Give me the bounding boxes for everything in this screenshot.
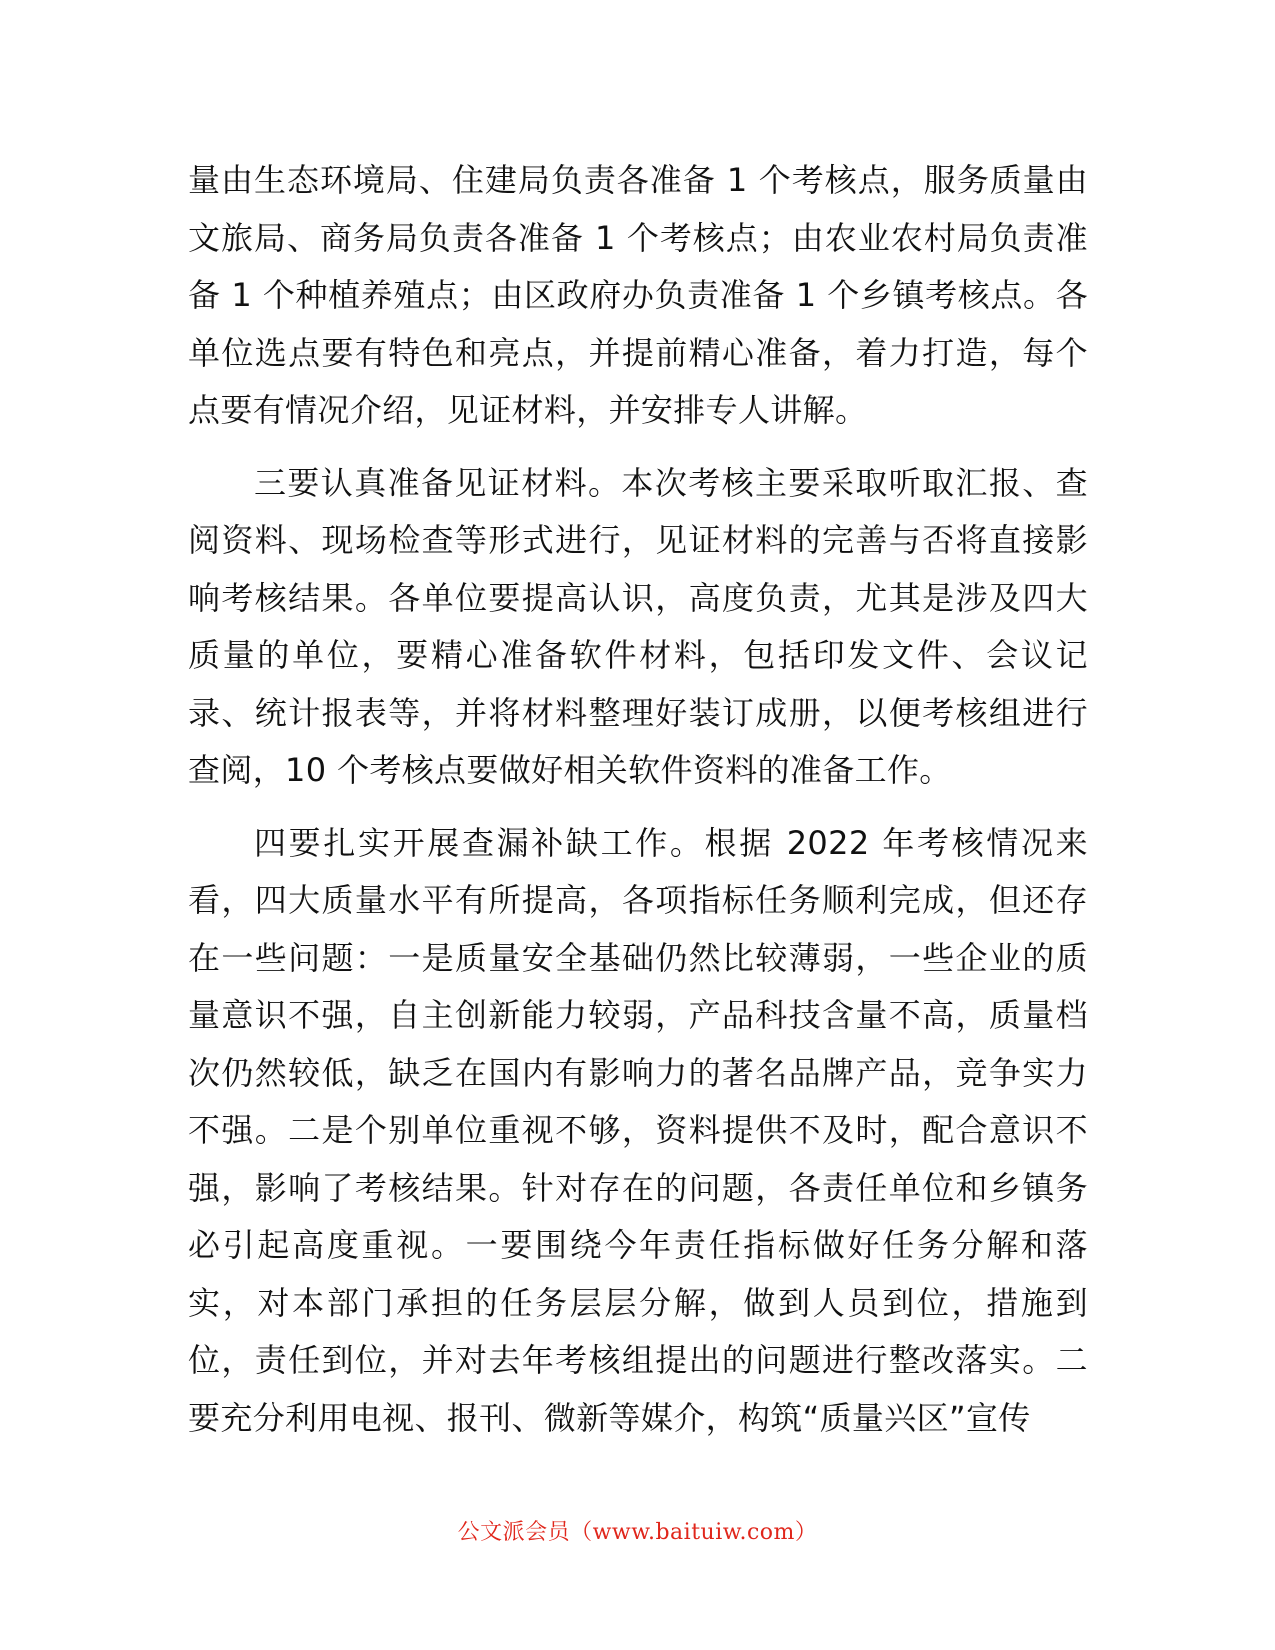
paragraph-1: 量由生态环境局、住建局负责各准备 1 个考核点，服务质量由文旅局、商务局负责各准备 1 个考核点；由农业农村局负责准备 1 个种植养殖点；由区政府办负责准备 1 个乡镇考核点。各单位选点要有特色和亮点，并提前精心准备，着力打造，每个点要有情况介绍，见证材料，并安排专人讲解。 xyxy=(188,161,1088,429)
paragraph-2: 三要认真准备见证材料。本次考核主要采取听取汇报、查阅资料、现场检查等形式进行，见证材料的完善与否将直接影响考核结果。各单位要提高认识，高度负责，尤其是涉及四大质量的单位，要精心准备软件材料，包括印发文件、会议记录、统计报表等，并将材料整理好装订成册，以便考核组进行查阅，10 个考核点要做好相关软件资料的准备工作。 xyxy=(188,463,1088,789)
document-body xyxy=(188,152,1088,1462)
paragraph-3: 四要扎实开展查漏补缺工作。根据 2022 年考核情况来看，四大质量水平有所提高，各项指标任务顺利完成，但还存在一些问题：一是质量安全基础仍然比较薄弱，一些企业的质量意识不强，自主创新能力较弱，产品科技含量不高，质量档次仍然较低，缺乏在国内有影响力的著名品牌产品，竞争实力不强。二是个别单位重视不够，资料提供不及时，配合意识不强，影响了考核结果。针对存在的问题，各责任单位和乡镇务必引起高度重视。一要围绕今年责任指标做好任务分解和落实，对本部门承担的任务层层分解，做到人员到位，措施到位，责任到位，并对去年考核组提出的问题进行整改落实。二要充分利用电视、报刊、微新等媒介，构筑“质量兴区”宣传 xyxy=(188,823,1088,1437)
footer-watermark: 公文派会员（www.baituiw.com） xyxy=(457,1520,818,1545)
